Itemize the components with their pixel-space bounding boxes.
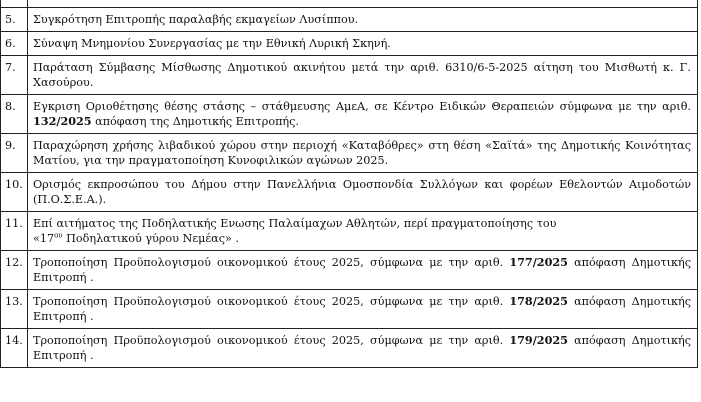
table-row [1,212,698,251]
item-number: 12. [1,251,28,290]
table-row [1,173,698,212]
decision-number: 132/2025 [33,114,92,128]
item-text-part: απόφαση Δημοτικής Επιτροπή . [33,295,691,323]
table-row-cut-off [1,0,698,8]
table-row [1,134,698,173]
table-row [1,95,698,134]
decision-number: 178/2025 [509,294,568,308]
item-number: 6. [1,32,28,56]
table-row [1,56,698,95]
table-row [1,329,698,368]
item-number: 13. [1,290,28,329]
decision-number: 177/2025 [509,255,568,269]
item-number: 14. [1,329,28,368]
item-text: Ορισμός εκπροσώπου του Δήμου στην Πανελλήνια Ομοσπονδία Συλλόγων και φορέων Εθελοντών Αιμοδοτών (Π.Ο.Σ.Ε.Α.). [28,173,698,212]
table-row [1,251,698,290]
item-text [28,212,698,251]
ordinal-superscript: ου [54,231,63,240]
item-text [28,95,698,134]
item-number: 5. [1,8,28,32]
table-row [1,290,698,329]
item-text [28,251,698,290]
item-text-part: Τροποποίηση Προϋπολογισμού οικονομικού έτους 2025, σύμφωνα με την αριθ. [33,334,510,347]
item-text-line1: Επί αιτήματος της Ποδηλατικής Ενωσης Παλαίμαχων Αθλητών, περί πραγματοποίησης του [33,217,557,230]
item-text: Παράταση Σύμβασης Μίσθωσης Δημοτικού ακινήτου μετά την αριθ. 6310/6-5-2025 αίτηση του Μισθωτή κ. Γ. Χασούρου. [28,56,698,95]
item-text: Σύναψη Μνημονίου Συνεργασίας με την Εθνική Λυρική Σκηνή. [28,32,698,56]
item-text [28,290,698,329]
item-number: 11. [1,212,28,251]
item-text-part: απόφαση της Δημοτικής Επιτροπής. [91,115,299,128]
item-text-part: απόφαση Δημοτικής Επιτροπή . [33,334,691,362]
item-text-part: Εγκριση Οριοθέτησης θέσης στάσης – στάθμευσης ΑμεΑ, σε Κέντρο Ειδικών Θεραπειών σύμφωνα με την αριθ. [33,100,691,113]
item-number: 10. [1,173,28,212]
table-row [1,8,698,32]
item-text [28,329,698,368]
item-text-part: απόφαση Δημοτικής Επιτροπή . [33,256,691,284]
decision-number: 179/2025 [509,333,568,347]
item-number: 8. [1,95,28,134]
item-number: 7. [1,56,28,95]
table-row [1,32,698,56]
item-number: 9. [1,134,28,173]
item-text: Συγκρότηση Επιτροπής παραλαβής εκμαγείων Λυσίππου. [28,8,698,32]
item-text-part: Τροποποίηση Προϋπολογισμού οικονομικού έτους 2025, σύμφωνα με την αριθ. [33,295,510,308]
item-text-part: Τροποποίηση Προϋπολογισμού οικονομικού έτους 2025, σύμφωνα με την αριθ. [33,256,510,269]
item-text-part: «17 [33,232,55,245]
item-text: Παραχώρηση χρήσης λιβαδικού χώρου στην περιοχή «Καταβόθρες» στη θέση «Σαϊτά» της Δημοτικής Κοινότητας Ματίου, για την πραγματοποίηση Κυνοφιλικών αγώνων 2025. [28,134,698,173]
item-text-part: Ποδηλατικού γύρου Νεμέας» . [62,232,239,245]
